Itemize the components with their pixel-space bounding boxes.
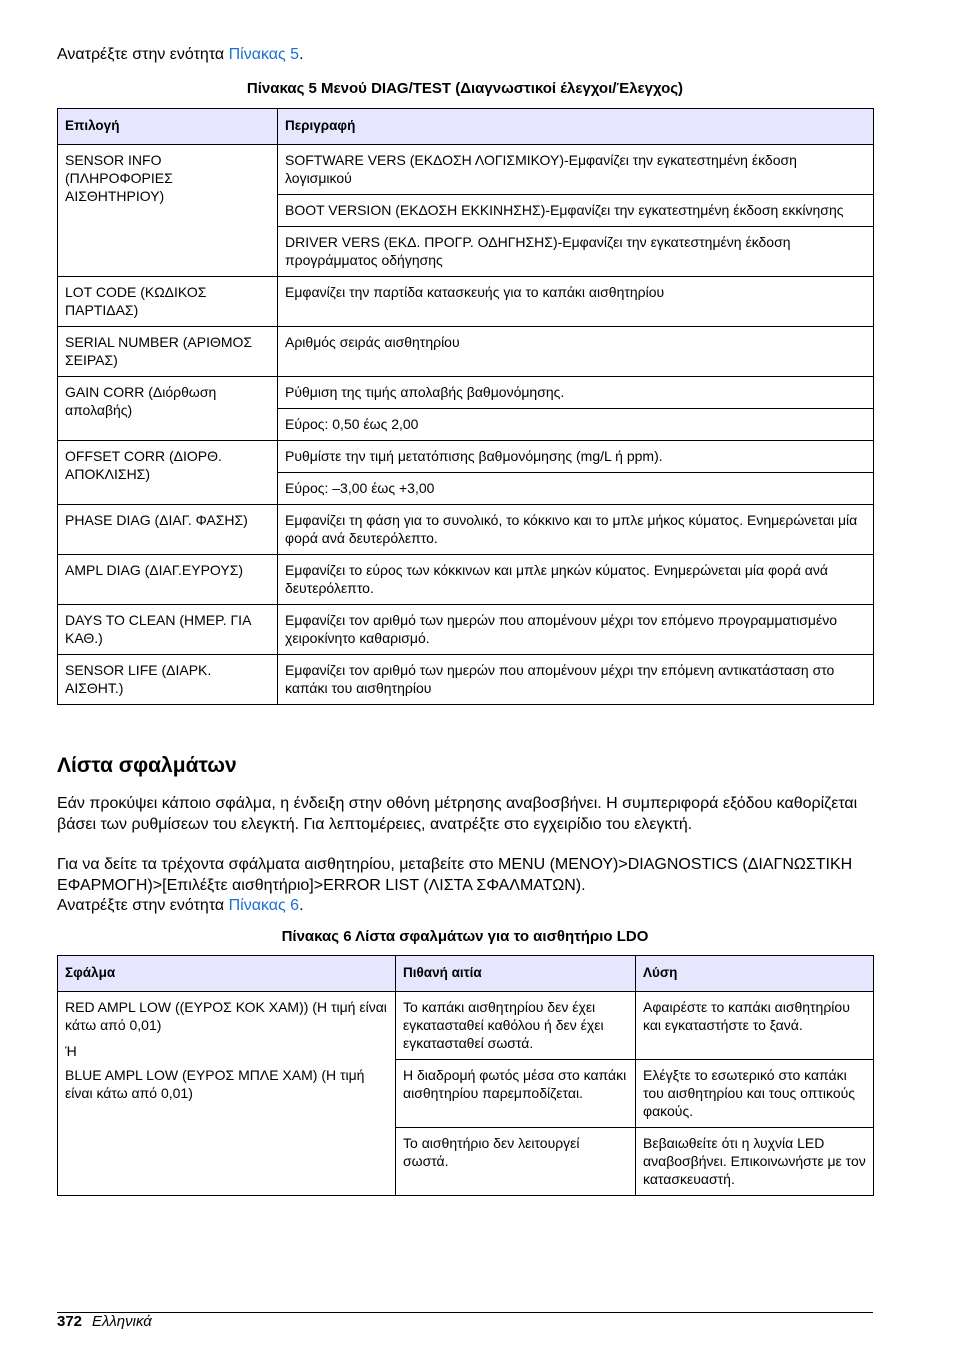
description-cell: Ρυθμίστε την τιμή μετατόπισης βαθμονόμησης (mg/L ή ppm). xyxy=(278,441,874,473)
description-cell: Εμφανίζει την παρτίδα κατασκευής για το καπάκι αισθητηρίου xyxy=(278,277,874,327)
option-cell: PHASE DIAG (ΔΙΑΓ. ΦΑΣΗΣ) xyxy=(58,505,278,555)
solution-cell: Βεβαιωθείτε ότι η λυχνία LED αναβοσβήνει. Επικοινωνήστε με τον κατασκευαστή. xyxy=(636,1128,874,1196)
table-row xyxy=(58,327,874,377)
table6-link[interactable]: Πίνακας 6 xyxy=(228,897,300,914)
description-cell: Ρύθμιση της τιμής απολαβής βαθμονόμησης. xyxy=(278,377,874,409)
option-cell: OFFSET CORR (ΔΙΟΡΘ. ΑΠΟΚΛΙΣΗΣ) xyxy=(58,441,278,505)
column-header-description: Περιγραφή xyxy=(278,109,874,145)
option-cell: SENSOR LIFE (ΔΙΑΡΚ. ΑΙΣΘΗΤ.) xyxy=(58,655,278,705)
cause-cell: Το καπάκι αισθητηρίου δεν έχει εγκατασταθεί καθόλου ή δεν έχει εγκατασταθεί σωστά. xyxy=(396,992,636,1060)
table-header-row xyxy=(58,956,874,992)
option-cell: AMPL DIAG (ΔΙΑΓ.ΕΥΡΟΥΣ) xyxy=(58,555,278,605)
option-cell: LOT CODE (ΚΩΔΙΚΟΣ ΠΑΡΤΙΔΑΣ) xyxy=(58,277,278,327)
description-cell: Εμφανίζει τον αριθμό των ημερών που απομένουν μέχρι τον επόμενο προγραμματισμένο χειροκίνητο καθαρισμό. xyxy=(278,605,874,655)
error-or: Ή xyxy=(65,1043,77,1059)
table-row xyxy=(58,555,874,605)
cause-cell: Το αισθητήριο δεν λειτουργεί σωστά. xyxy=(396,1128,636,1196)
intro-text: Ανατρέξτε στην ενότητα Πίνακας 5. xyxy=(57,46,304,63)
table5-caption: Πίνακας 5 Μενού DIAG/TEST (Διαγνωστικοί έλεγχοι/Έλεγχος) xyxy=(246,80,684,97)
footer-language: Ελληνικά xyxy=(92,1313,152,1330)
table-row xyxy=(58,441,874,473)
table-row xyxy=(58,655,874,705)
table-header-row xyxy=(58,109,874,145)
section-title: Λίστα σφαλμάτων xyxy=(57,754,237,777)
option-cell: SERIAL NUMBER (ΑΡΙΘΜΟΣ ΣΕΙΡΑΣ) xyxy=(58,327,278,377)
footer-divider xyxy=(57,1312,873,1313)
description-cell: Εμφανίζει τον αριθμό των ημερών που απομένουν μέχρι την επόμενη αντικατάσταση στο καπάκι του αισθητηρίου xyxy=(278,655,874,705)
column-header-error: Σφάλμα xyxy=(58,956,396,992)
description-cell: Εύρος: 0,50 έως 2,00 xyxy=(278,409,874,441)
column-header-cause: Πιθανή αιτία xyxy=(396,956,636,992)
description-cell: Εμφανίζει το εύρος των κόκκινων και μπλε μηκών κύματος. Ενημερώνεται μία φορά ανά δευτερόλεπτο. xyxy=(278,555,874,605)
error-list-table xyxy=(57,955,874,1196)
page-number: 372 xyxy=(57,1313,83,1330)
error-red-ampl-low: RED AMPL LOW ((ΕΥΡΟΣ ΚΟΚ ΧΑΜ)) (Η τιμή είναι κάτω από 0,01) xyxy=(65,999,387,1033)
option-cell: DAYS TO CLEAN (ΗΜΕΡ. ΓΙΑ ΚΑΘ.) xyxy=(58,605,278,655)
paragraph-error-navigation: Για να δείτε τα τρέχοντα σφάλματα αισθητηρίου, μεταβείτε στο MENU (ΜΕΝΟΥ)>DIAGNOSTICS (ΔΙΑΓΝΩΣΤΙΚΗ ΕΦΑΡΜΟΓΗ)>[Επιλέξτε αισθητήριο]>ERROR LIST (ΛΙΣΤΑ ΣΦΑΛΜΑΤΩΝ). xyxy=(57,856,853,894)
page-footer xyxy=(57,1313,152,1330)
description-cell: Εμφανίζει τη φάση για το συνολικό, το κόκκινο και το μπλε μήκος κύματος. Ενημερώνεται μία φορά ανά δευτερόλεπτο. xyxy=(278,505,874,555)
solution-cell: Αφαιρέστε το καπάκι αισθητηρίου και εγκαταστήστε το ξανά. xyxy=(636,992,874,1060)
table-row xyxy=(58,377,874,409)
table-row xyxy=(58,605,874,655)
option-cell: SENSOR INFO (ΠΛΗΡΟΦΟΡΙΕΣ ΑΙΣΘΗΤΗΡΙΟΥ) xyxy=(58,145,278,277)
solution-cell: Ελέγξτε το εσωτερικό στο καπάκι του αισθητηρίου και τους οπτικούς φακούς. xyxy=(636,1060,874,1128)
description-cell: Εύρος: –3,00 έως +3,00 xyxy=(278,473,874,505)
diag-test-table xyxy=(57,108,874,705)
error-cell xyxy=(58,992,396,1196)
table6-caption: Πίνακας 6 Λίστα σφαλμάτων για το αισθητήριο LDO xyxy=(281,928,649,945)
cause-cell: Η διαδρομή φωτός μέσα στο καπάκι αισθητηρίου παρεμποδίζεται. xyxy=(396,1060,636,1128)
description-cell: DRIVER VERS (ΕΚΔ. ΠΡΟΓΡ. ΟΔΗΓΗΣΗΣ)-Εμφανίζει την εγκατεστημένη έκδοση προγράμματος οδήγησης xyxy=(278,227,874,277)
column-header-option: Επιλογή xyxy=(58,109,278,145)
option-cell: GAIN CORR (Διόρθωση απολαβής) xyxy=(58,377,278,441)
paragraph-error-behavior: Εάν προκύψει κάποιο σφάλμα, η ένδειξη στην οθόνη μέτρησης αναβοσβήνει. Η συμπεριφορά εξόδου καθορίζεται βάσει των ρυθμίσεων του ελεγκτή. Για λεπτομέρειες, ανατρέξτε στο εγχειρίδιο του ελεγκτή. xyxy=(57,795,858,833)
paragraph-table6-ref: Ανατρέξτε στην ενότητα Πίνακας 6. xyxy=(57,897,304,914)
table-row xyxy=(58,992,874,1060)
table-row xyxy=(58,277,874,327)
column-header-solution: Λύση xyxy=(636,956,874,992)
table5-link[interactable]: Πίνακας 5 xyxy=(228,46,300,63)
table-row xyxy=(58,505,874,555)
error-blue-ampl-low: BLUE AMPL LOW (ΕΥΡΟΣ ΜΠΛΕ ΧΑΜ) (Η τιμή είναι κάτω από 0,01) xyxy=(65,1067,365,1101)
table-row xyxy=(58,145,874,195)
description-cell: SOFTWARE VERS (ΕΚΔΟΣΗ ΛΟΓΙΣΜΙΚΟΥ)-Εμφανίζει την εγκατεστημένη έκδοση λογισμικού xyxy=(278,145,874,195)
description-cell: Αριθμός σειράς αισθητηρίου xyxy=(278,327,874,377)
description-cell: BOOT VERSION (ΕΚΔΟΣΗ ΕΚΚΙΝΗΣΗΣ)-Εμφανίζει την εγκατεστημένη έκδοση εκκίνησης xyxy=(278,195,874,227)
